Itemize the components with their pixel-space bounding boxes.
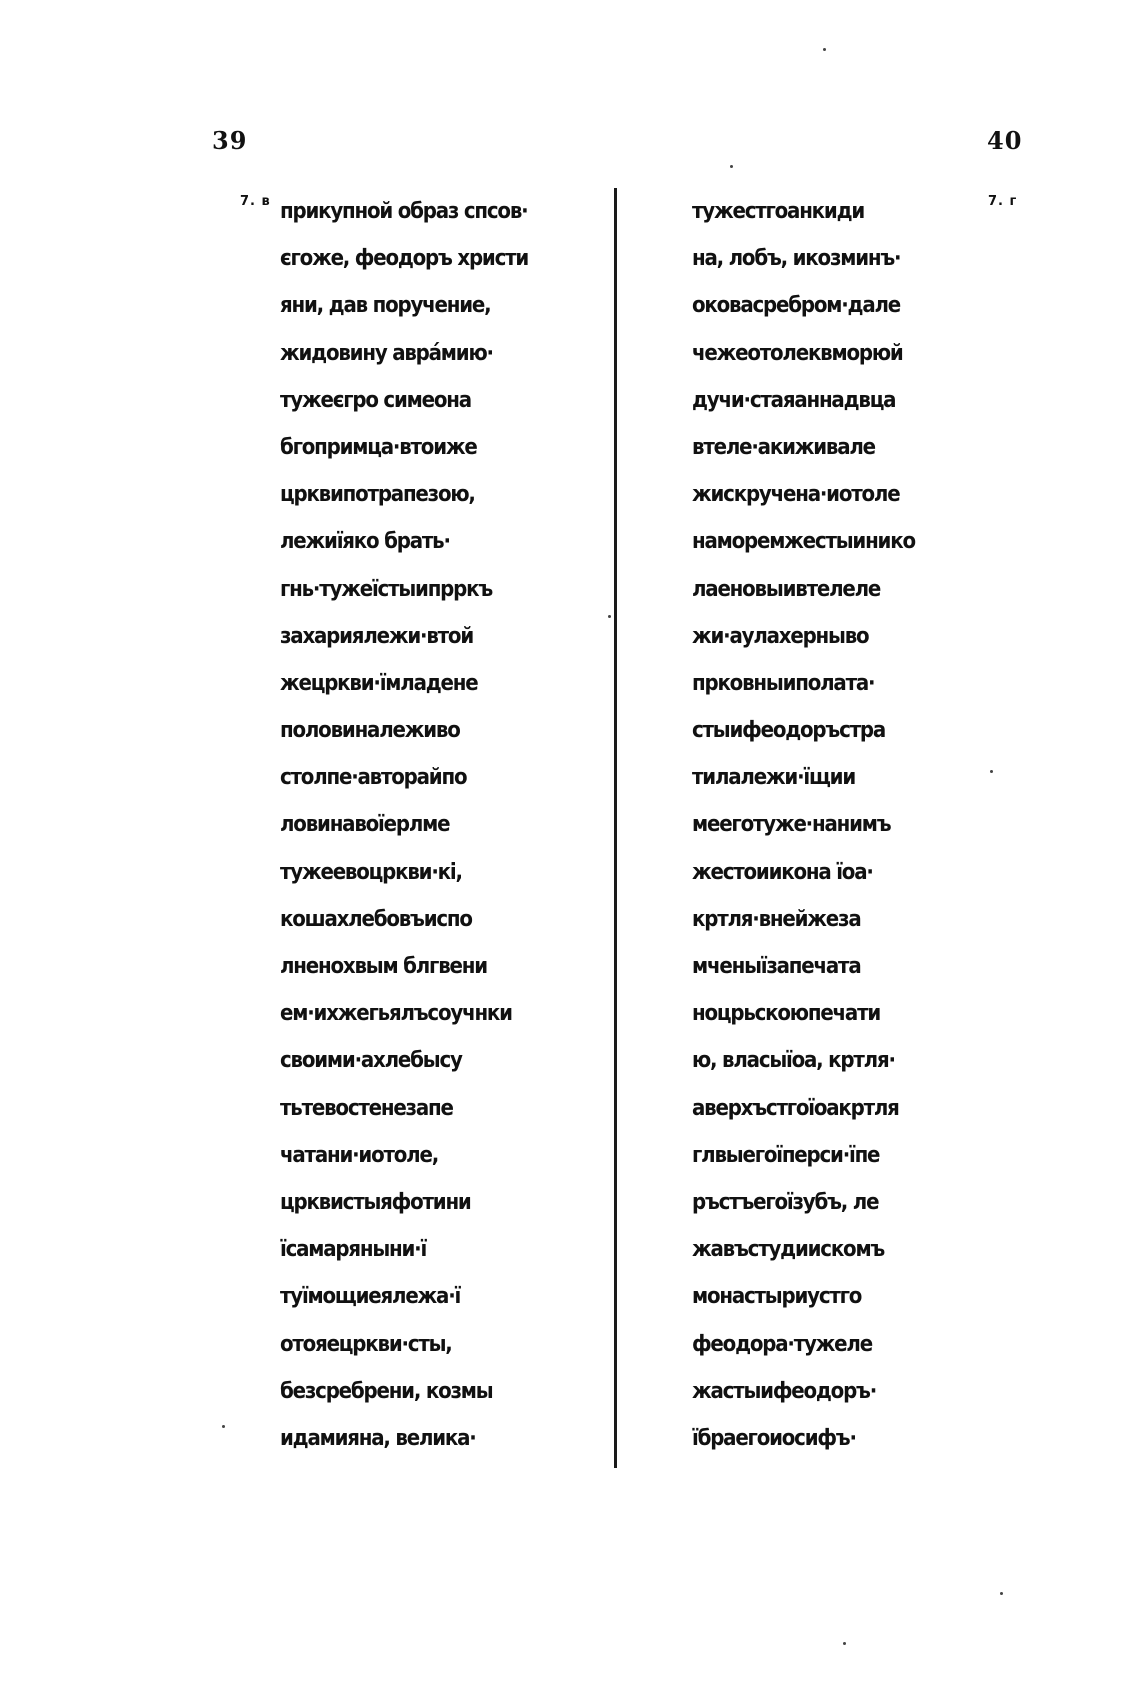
folio-marker-left: 7. в xyxy=(240,194,271,209)
scan-speck xyxy=(222,1425,225,1428)
text-line: прковныиполата· xyxy=(692,670,875,696)
scan-speck xyxy=(990,770,993,773)
text-line: дучи·стаяаннадвца xyxy=(692,387,896,413)
page-number-left: 39 xyxy=(212,126,248,155)
text-line: мееготуже·нанимъ xyxy=(692,812,891,838)
folio-marker-right: 7. г xyxy=(988,194,1018,209)
text-line: ем·ихжегьялъсоучнки xyxy=(280,1001,512,1027)
text-line: жавъстудиискомъ xyxy=(692,1237,885,1263)
scan-speck xyxy=(608,615,611,618)
text-line: своими·ахлебысу xyxy=(280,1048,462,1074)
text-line: тужеевоцркви·кі, xyxy=(280,859,462,885)
text-line: жидовину авра́мию· xyxy=(280,340,493,366)
text-line: прикупной образ спсов· xyxy=(280,199,528,224)
text-line: тужеєгро симеона xyxy=(280,387,471,413)
text-line: глвыегоїперси·їпе xyxy=(692,1142,880,1168)
text-line: тилалежи·їщии xyxy=(692,765,856,791)
text-line: лаеновыивтелеле xyxy=(692,576,881,602)
left-text-column xyxy=(280,188,620,1462)
scan-speck xyxy=(730,165,733,168)
text-line: чатани·иотоле, xyxy=(280,1142,439,1168)
text-line: оковасребром·дале xyxy=(692,293,901,319)
text-line: ръстъегоїзубъ, ле xyxy=(692,1189,879,1215)
text-line: чежеотолеквморюй xyxy=(692,340,903,366)
text-line: їсамаряныни·ї xyxy=(280,1237,427,1263)
text-line: кошахлебовъиспо xyxy=(280,906,472,932)
text-line: безсребрени, козмы xyxy=(280,1378,493,1404)
text-line: идамияна, велика· xyxy=(280,1425,476,1451)
text-line: лежиїяко брать· xyxy=(280,529,450,555)
text-line: монастыриустго xyxy=(692,1284,862,1310)
text-line: отояецркви·сты, xyxy=(280,1331,452,1357)
text-line: аверхъстгоїоакртля xyxy=(692,1095,899,1121)
text-line: жецркви·їмладене xyxy=(280,670,478,696)
text-line: яни, дав поручение, xyxy=(280,293,491,319)
text-line: жи·аулахерныво xyxy=(692,623,869,649)
text-line: лненохвым блгвени xyxy=(280,954,487,979)
text-line: мченыїзапечата xyxy=(692,954,861,979)
text-line: стыифеодоръстра xyxy=(692,718,885,744)
text-line: бгопримца·втоиже xyxy=(280,434,477,460)
text-line: тьтевостенезапе xyxy=(280,1095,453,1121)
text-line: црквистыяфотини xyxy=(280,1189,471,1215)
text-line: жастыифеодоръ· xyxy=(692,1378,877,1404)
text-line: їбраегоиосифъ· xyxy=(692,1425,856,1451)
text-line: ю, власыїоа, кртля· xyxy=(692,1048,895,1074)
column-divider xyxy=(614,188,617,1468)
text-line: црквипотрапезою, xyxy=(280,482,475,508)
text-line: жестоиикона їоа· xyxy=(692,859,873,885)
text-line: туїмощиеялежа·ї xyxy=(280,1284,461,1310)
text-line: половиналеживо xyxy=(280,718,460,744)
scan-speck xyxy=(823,48,826,51)
text-line: захариялежи·втой xyxy=(280,623,474,649)
text-line: ноцрьскоюпечати xyxy=(692,1001,881,1027)
right-text-column xyxy=(692,188,992,1462)
text-line: наморемжестыинико xyxy=(692,529,915,555)
text-line: жискручена·иотоле xyxy=(692,482,900,508)
scan-speck xyxy=(843,1642,846,1645)
page-number-right: 40 xyxy=(987,126,1023,155)
text-line: тужестгоанкиди xyxy=(692,199,865,224)
text-line: на, лобъ, икозминъ· xyxy=(692,246,901,272)
scan-speck xyxy=(1000,1592,1003,1595)
text-line: кртля·внейжеза xyxy=(692,906,861,932)
text-line: втеле·акиживале xyxy=(692,434,875,460)
text-line: ловинавоїерлме xyxy=(280,812,450,838)
text-line: єгоже, феодоръ христи xyxy=(280,246,529,272)
text-line: гнь·тужеїстыипрркъ xyxy=(280,576,493,602)
text-line: столпе·авторайпо xyxy=(280,765,467,791)
text-line: феодора·тужеле xyxy=(692,1331,872,1357)
